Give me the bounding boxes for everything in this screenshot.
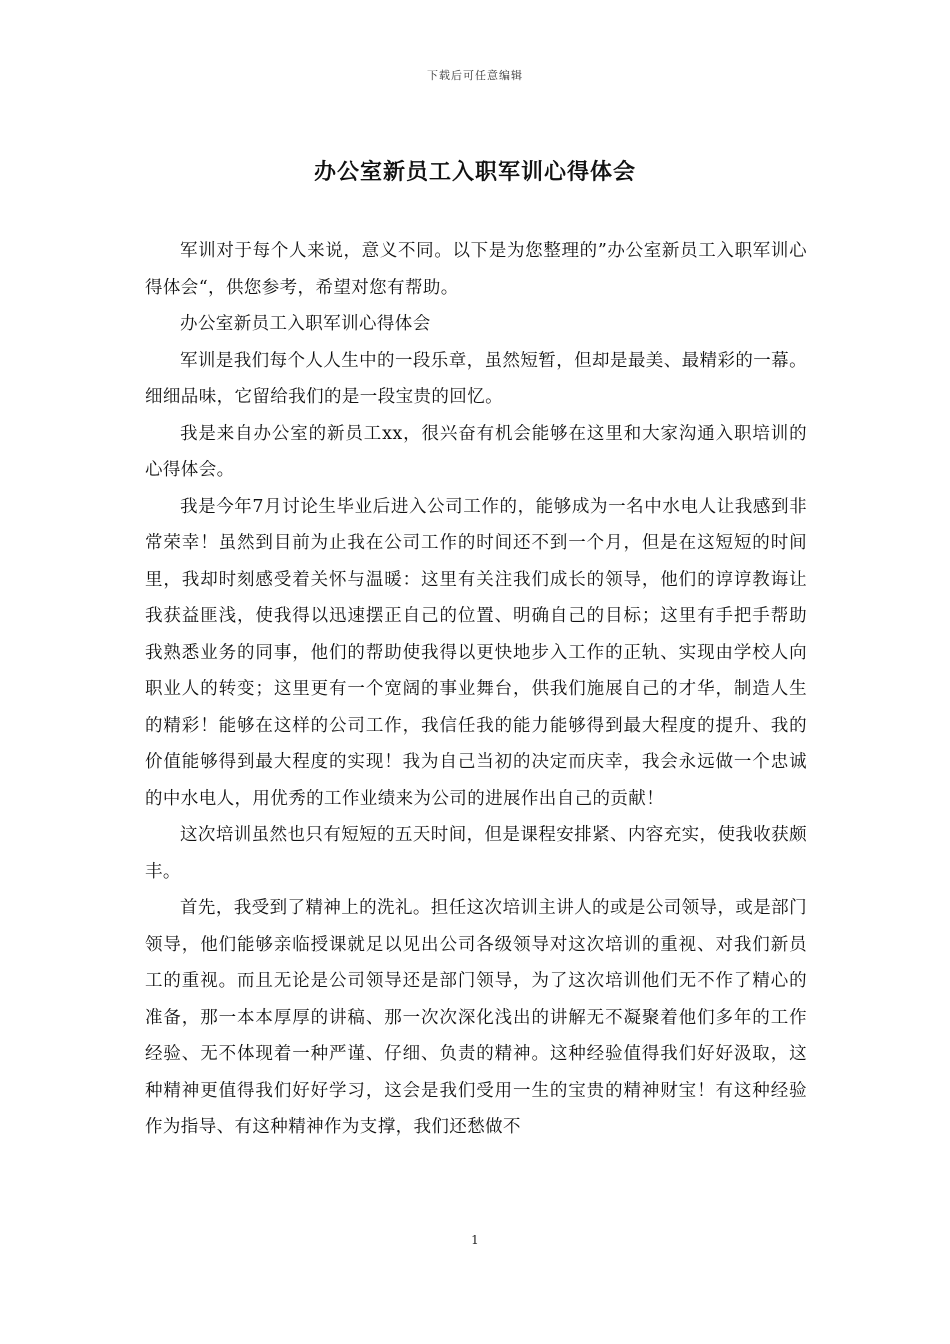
body-paragraph: 首先，我受到了精神上的洗礼。担任这次培训主讲人的或是公司领导，或是部门领导，他们能够亲临授课就足以见出公司各级领导对这次培训的重视、对我们新员工的重视。而且无论是公司领导还是部门领导，为了这次培训他们无不作了精心的准备，那一本本厚厚的讲稿、那一次次深化浅出的讲解无不凝聚着他们多年的工作经验、无不体现着一种严谨、仔细、负责的精神。这种经验值得我们好好汲取，这种精神更值得我们好好学习，这会是我们受用一生的宝贵的精神财宝！有这种经验作为指导、有这种精神作为支撑，我们还愁做不 (145, 898, 807, 1137)
body-paragraph: 这次培训虽然也只有短短的五天时间，但是课程安排紧、内容充实，使我收获颇丰。 (145, 825, 807, 882)
document-title: 办公室新员工入职军训心得体会 (313, 159, 636, 185)
intro-paragraph: 军训对于每个人来说，意义不同。以下是为您整理的”办公室新员工入职军训心得体会“，供您参考，希望对您有帮助。 (145, 241, 807, 298)
body-paragraph: 我是来自办公室的新员工xx，很兴奋有机会能够在这里和大家沟通入职培训的心得体会。 (145, 423, 807, 480)
body-paragraph: 我是今年7月讨论生毕业后进入公司工作的，能够成为一名中水电人让我感到非常荣幸！虽然到目前为止我在公司工作的时间还不到一个月，但是在这短短的时间里，我却时刻感受着关怀与温暖：这里有关注我们成长的领导，他们的谆谆教诲让我获益匪浅，使我得以迅速摆正自己的位置、明确自己的目标；这里有手把手帮助我熟悉业务的同事，他们的帮助使我得以更快地步入工作的正轨、实现由学校人向职业人的转变；这里更有一个宽阔的事业舞台，供我们施展自己的才华，制造人生的精彩！能够在这样的公司工作，我信任我的能力能够得到最大程度的提升、我的价值能够得到最大程度的实现！我为自己当初的决定而庆幸，我会永远做一个忠诚的中水电人，用优秀的工作业绩来为公司的进展作出自己的贡献！ (145, 496, 807, 809)
section-heading-paragraph: 办公室新员工入职军训心得体会 (180, 314, 431, 334)
body-paragraph: 军训是我们每个人人生中的一段乐章，虽然短暂，但却是最美、最精彩的一幕。细细品味，它留给我们的是一段宝贵的回忆。 (145, 350, 807, 407)
document-body (145, 233, 807, 1146)
page-number: 1 (471, 1233, 479, 1247)
page-header-note: 下载后可任意编辑 (427, 69, 523, 82)
